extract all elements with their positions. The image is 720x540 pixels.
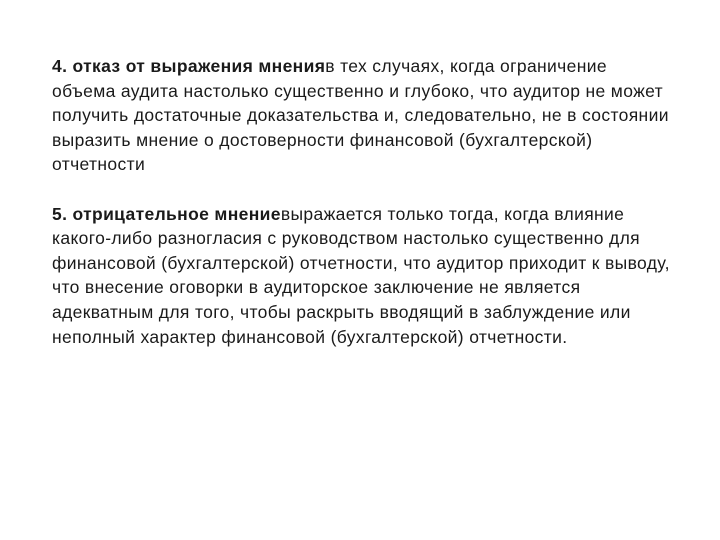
- definition-adverse-opinion: выражается только тогда, когда влияние какого-либо разногласия с руководством настолько существенно для финансовой (бухгалтерской) отчетности, что аудитор приходит к выводу, что внесение оговорки в аудиторское заключение не является адекватным для того, чтобы раскрыть вводящий в заблуждение или неполный характер финансовой (бухгалтерской) отчетности.: [52, 203, 670, 347]
- slide-text-body: [52, 54, 672, 349]
- paragraph-adverse-opinion: [52, 202, 672, 350]
- term-disclaimer-of-opinion: 4. отказ от выражения мнения: [52, 56, 326, 76]
- term-adverse-opinion: 5. отрицательное мнение: [52, 203, 281, 224]
- paragraph-disclaimer-of-opinion: [52, 54, 672, 177]
- definition-disclaimer-of-opinion: в тех случаях, когда ограничение объема аудита настолько существенно и глубоко, что аудитор не может получить достаточные доказательства и, следовательно, не в состоянии выразить мнение о достоверности финансовой (бухгалтерской) отчетности: [52, 56, 669, 175]
